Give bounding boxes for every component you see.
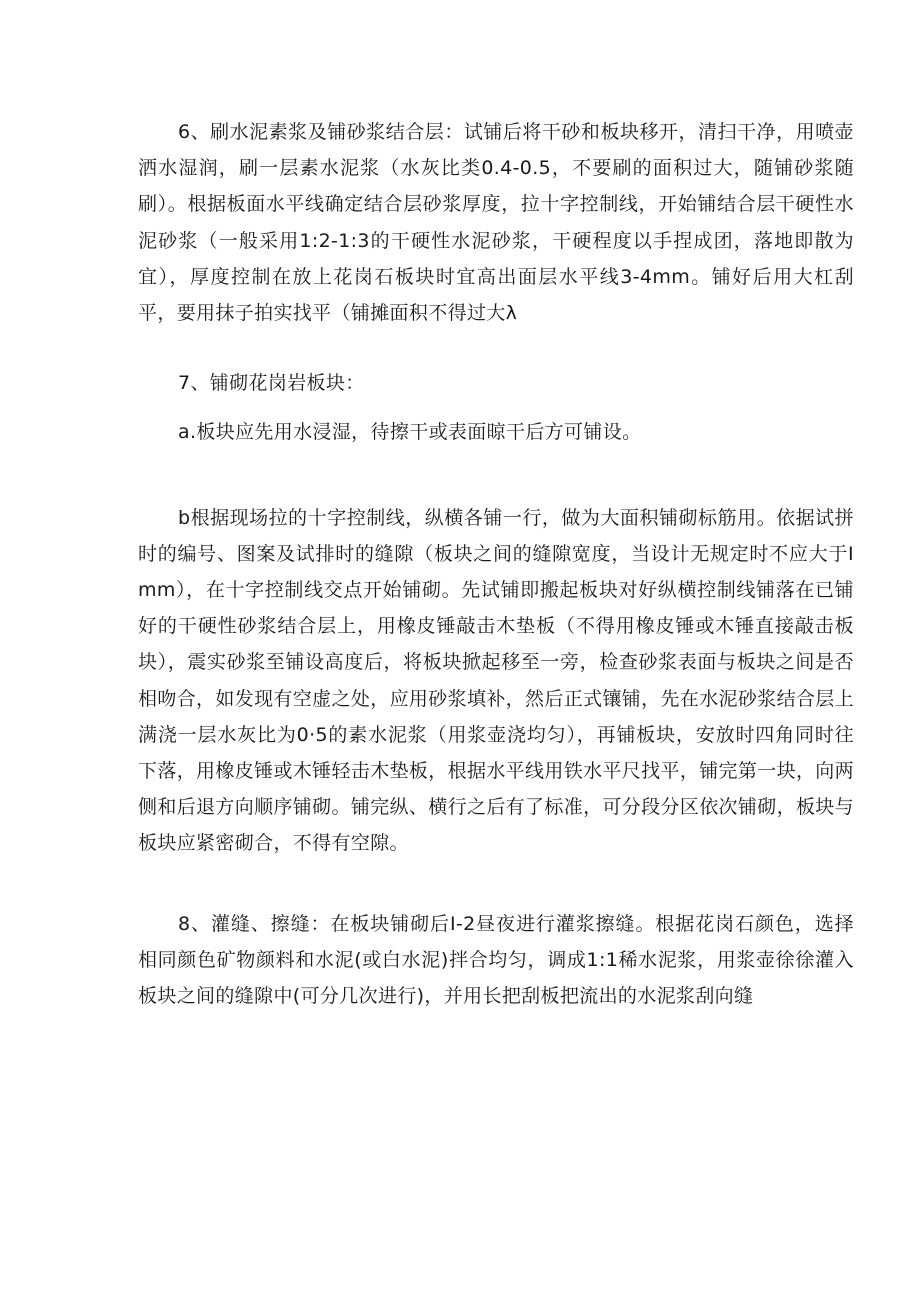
paragraph-step-8: 8、灌缝、擦缝：在板块铺砌后I-2昼夜进行灌浆擦缝。根据花岗石颜色，选择相同颜色矿物颜料和水泥(或白水泥)拌合均匀，调成1:1稀水泥浆，用浆壶徐徐灌入板块之间的缝隙中(可分几次进行)，并用长把刮板把流出的水泥浆刮向缝 (138, 912, 854, 1008)
paragraph-step-7a: a.板块应先用水浸湿，待擦干或表面晾干后方可铺设。 (178, 421, 642, 444)
document-body (138, 114, 854, 1014)
paragraph-step-7b: b根据现场拉的十字控制线，纵横各铺一行，做为大面积铺砌标筋用。依据试拼时的编号、图案及试排时的缝隙（板块之间的缝隙宽度，当设计无规定时不应大于Imm），在十字控制线交点开始铺砌。先试铺即搬起板块对好纵横控制线铺落在已铺好的干硬性砂浆结合层上，用橡皮锤敲击木垫板（不得用橡皮锤或木锤直接敲击板块），震实砂浆至铺设高度后，将板块掀起移至一旁，检查砂浆表面与板块之间是否相吻合，如发现有空虚之处，应用砂浆填补，然后正式镶铺，先在水泥砂浆结合层上满浇一层水灰比为0·5的素水泥浆（用浆壶浇均匀），再铺板块，安放时四角同时往下落，用橡皮锤或木锤轻击木垫板，根据水平线用铁水平尺找平，铺完第一块，向两侧和后退方向顺序铺砌。铺完纵、横行之后有了标准，可分段分区依次铺砌，板块与板块应紧密砌合，不得有空隙。 (138, 506, 854, 855)
paragraph-step-7-heading: 7、铺砌花岗岩板块： (178, 372, 365, 395)
paragraph-step-6: 6、刷水泥素浆及铺砂浆结合层：试铺后将干砂和板块移开，清扫干净，用喷壶洒水湿润，刷一层素水泥浆（水灰比类0.4-0.5，不要刷的面积过大，随铺砂浆随刷）。根据板面水平线确定结合层砂浆厚度，拉十字控制线，开始铺结合层干硬性水泥砂浆（一般采用1:2-1:3的干硬性水泥砂浆，干硬程度以手捏成团，落地即散为宜），厚度控制在放上花岗石板块时宜高出面层水平线3-4mm。铺好后用大杠刮平，要用抹子拍实找平（铺摊面积不得过大λ (138, 121, 854, 325)
